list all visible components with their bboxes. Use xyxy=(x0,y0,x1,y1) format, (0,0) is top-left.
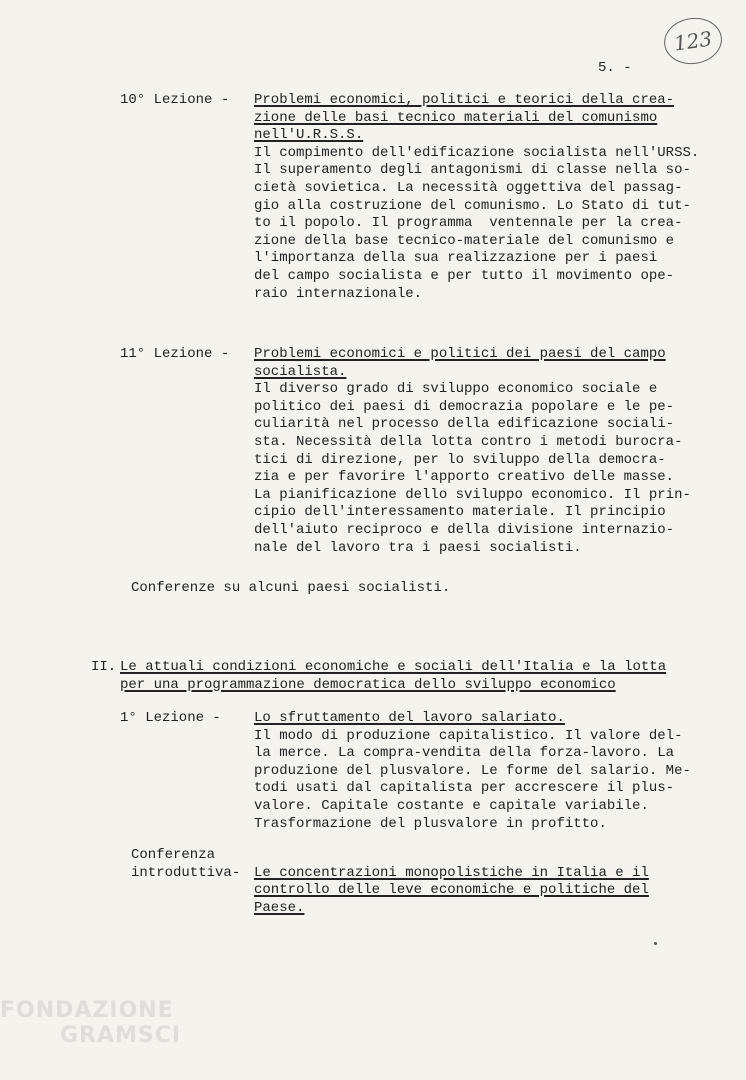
section-2-title xyxy=(120,659,666,694)
ink-speck xyxy=(654,942,657,945)
intro-conference-label xyxy=(131,847,240,882)
lesson-10-title-line: zione delle basi tecnico materiali del comunismo xyxy=(254,109,658,126)
lesson-11-body-line: culiarità nel processo della edificazione sociali- xyxy=(254,416,675,433)
lesson-1-body-line: valore. Capitale costante e capitale variabile. xyxy=(254,797,649,814)
intro-conference-title-line: controllo delle leve economiche e politiche del xyxy=(254,882,649,899)
lesson-1-block xyxy=(254,710,691,833)
lesson-11-body-line: tici di direzione, per lo sviluppo della democra- xyxy=(254,451,666,468)
conferences-line: Conferenze su alcuni paesi socialisti. xyxy=(131,580,451,596)
lesson-11-body-line: sta. Necessità della lotta contro i metodi burocra- xyxy=(254,433,683,450)
section-2-title-line: Le attuali condizioni economiche e sociali dell'Italia e la lotta xyxy=(120,659,667,675)
lesson-11-body-line: dell'aiuto reciproco e della divisione internazio- xyxy=(254,521,675,538)
intro-conference-label-line: Conferenza xyxy=(131,847,216,863)
watermark-line: FONDAZIONE xyxy=(0,998,174,1023)
lesson-10-title-line: Problemi economici, politici e teorici della crea- xyxy=(254,92,675,108)
lesson-1-body-line: Il modo di produzione capitalistico. Il valore del- xyxy=(254,727,683,744)
lesson-10-title-line: nell'U.R.S.S. xyxy=(254,127,364,144)
lesson-10-body-line: zione della base tecnico-materiale del comunismo e xyxy=(254,232,675,249)
lesson-11-body-line: nale del lavoro tra i paesi socialisti. xyxy=(254,539,582,556)
lesson-11-block xyxy=(254,346,691,557)
lesson-10-body-line: cietà sovietica. La necessità oggettiva del passag- xyxy=(254,179,683,196)
lesson-1-title: Lo sfruttamento del lavoro salariato. xyxy=(254,710,565,726)
lesson-11-body-line: cipio dell'interessamento materiale. Il principio xyxy=(254,504,666,521)
lesson-10-block xyxy=(254,92,699,303)
intro-conference-label-line: introduttiva- xyxy=(131,864,241,881)
lesson-10-body-line: l'importanza della sua realizzazione per i paesi xyxy=(254,250,658,267)
lesson-10-body-line: gio alla costruzione del comunismo. Lo Stato di tut- xyxy=(254,197,691,214)
lesson-10-body-line: raio internazionale. xyxy=(254,285,423,302)
lesson-10-body-line: del campo socialista e per tutto il movimento ope- xyxy=(254,267,675,284)
lesson-1-body-line: Trasformazione del plusvalore in profitto. xyxy=(254,815,607,832)
intro-conference-title-line: Paese. xyxy=(254,899,305,916)
page-number: 5. - xyxy=(598,60,632,76)
lesson-1-label: 1° Lezione - xyxy=(120,710,221,726)
lesson-1-body-line: todi usati dal capitalista per accrescere il plus- xyxy=(254,780,675,797)
lesson-11-body-line: politico dei paesi di democrazia popolare e le pe- xyxy=(254,398,675,415)
lesson-11-body-line: zia e per favorire l'apporto creativo delle masse. xyxy=(254,469,675,486)
intro-conference-title xyxy=(254,865,649,918)
lesson-11-label: 11° Lezione - xyxy=(120,346,230,362)
section-2-numeral: II. xyxy=(91,659,117,675)
intro-conference-title-line: Le concentrazioni monopolistiche in Italia e il xyxy=(254,864,649,881)
lesson-1-body-line: la merce. La compra-vendita della forza-lavoro. La xyxy=(254,745,675,762)
watermark-line: GRAMSCI xyxy=(60,1023,182,1048)
lesson-10-body-line: Il compimento dell'edificazione socialista nell'URSS. xyxy=(254,144,700,161)
archive-watermark xyxy=(0,998,190,1048)
lesson-11-title-line: Problemi economici e politici dei paesi del campo xyxy=(254,346,666,362)
lesson-10-label: 10° Lezione - xyxy=(120,92,230,108)
lesson-10-body-line: Il superamento degli antagonismi di classe nella so- xyxy=(254,162,691,179)
lesson-10-body-line: to il popolo. Il programma ventennale per la crea- xyxy=(254,215,683,232)
lesson-1-body-line: produzione del plusvalore. Le forme del salario. Me- xyxy=(254,762,691,779)
lesson-11-body-line: Il diverso grado di sviluppo economico sociale e xyxy=(254,381,658,398)
section-2-title-line: per una programmazione democratica dello sviluppo economico xyxy=(120,676,616,693)
lesson-11-title-line: socialista. xyxy=(254,363,347,380)
lesson-11-body-line: La pianificazione dello sviluppo economico. Il prin- xyxy=(254,486,691,503)
archive-stamp: 123 xyxy=(661,14,725,68)
